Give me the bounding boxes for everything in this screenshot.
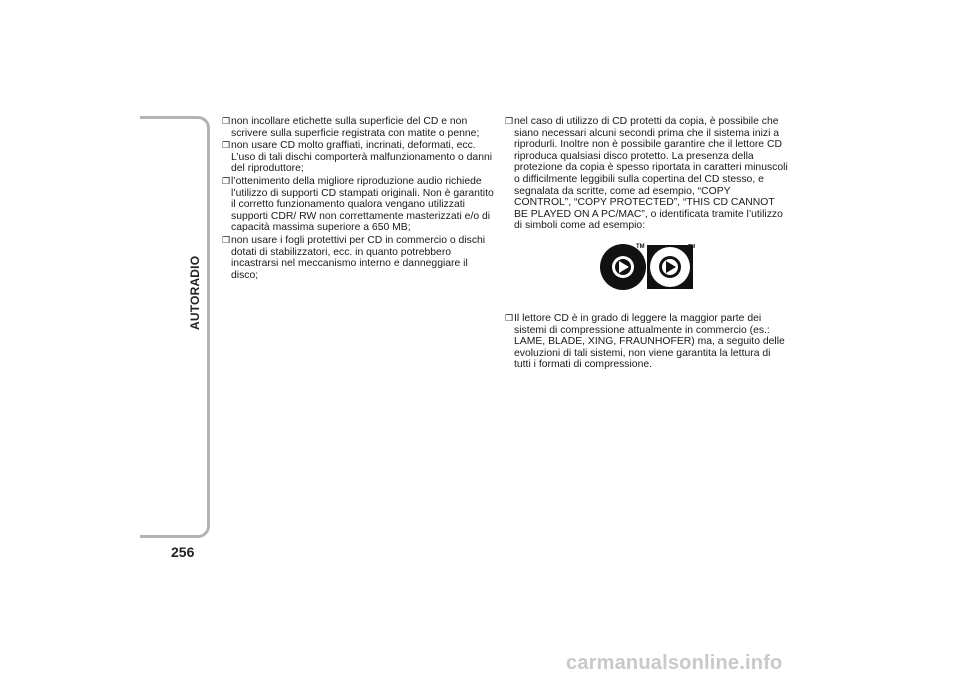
list-item [222,116,496,139]
list-item [222,176,496,234]
list-item [505,116,789,232]
list-item [222,140,496,175]
checkbox-bullet-icon: ❒ [505,116,514,126]
checkbox-bullet-icon: ❒ [222,175,231,186]
list-item [505,313,789,371]
checkbox-bullet-icon: ❒ [222,234,231,245]
copy-protection-logos [598,242,698,292]
checkbox-bullet-icon: ❒ [222,116,231,126]
watermark: carmanualsonline.info [566,652,783,674]
left-bullet-list [222,116,496,281]
right-bullet-list-top [505,116,789,232]
list-item-text: non usare i fogli protettivi per CD in commercio o dischi dotati di stabilizzatori, ecc. in quanto potrebbero incastrarsi nel meccanismo interno e danneggiare il disco; [231,234,486,281]
right-column-bottom [505,313,789,372]
list-item-text: l’ottenimento della migliore riproduzione audio richiede l’utilizzo di supporti CD stampati originali. Non è garantito il corretto funzionamento qualora vengano utilizzati supporti CDR/ RW non correttamente masterizzati e/o di capacità massima superiore a 650 MB; [231,175,494,234]
tm-right-mark: TM [688,244,696,250]
list-item-text: Il lettore CD è in grado di leggere la maggior parte dei sistemi di compressione attualmente in commercio (es.: LAME, BLADE, XING, FRAUNHOFER) ma, a seguito delle evoluzioni di tali sistemi, non viene garantita la lettura di tutti i formati di compressione. [514,313,785,371]
page-number: 256 [171,544,195,560]
list-item-text: non usare CD molto graffiati, incrinati, deformati, ecc. L’uso di tali dischi comporterà malfunzionamento o danni del riproduttore; [231,140,493,175]
list-item-text: non incollare etichette sulla superficie del CD e non scrivere sulla superficie registrata con matite o penne; [231,116,480,139]
right-column-top [505,116,789,233]
copy-protection-symbol-icon [598,242,698,292]
checkbox-bullet-icon: ❒ [222,140,231,151]
section-label: AUTORADIO [188,255,202,330]
list-item [222,235,496,281]
checkbox-bullet-icon: ❒ [505,313,514,323]
right-bullet-list-bottom [505,313,789,371]
left-column [222,116,496,282]
list-item-text: nel caso di utilizzo di CD protetti da copia, è possibile che siano necessari alcuni secondi prima che il sistema inizi a riprodurli. Inoltre non è possibile garantire che il lettore CD riproduca qualsiasi disco protetto. La presenza della protezione da copia è spesso riportata in caratteri minuscoli o difficilmente leggibili sulla copertina del CD stesso, e segnalata da scritte, come ad esempio, “COPY CONTROL”, “COPY PROTECTED”, “THIS CD CANNOT BE PLAYED ON A PC/MAC”, o identificata tramite l’utilizzo di simboli come ad esempio: [514,116,788,232]
tm-left-mark: TM [636,244,645,250]
